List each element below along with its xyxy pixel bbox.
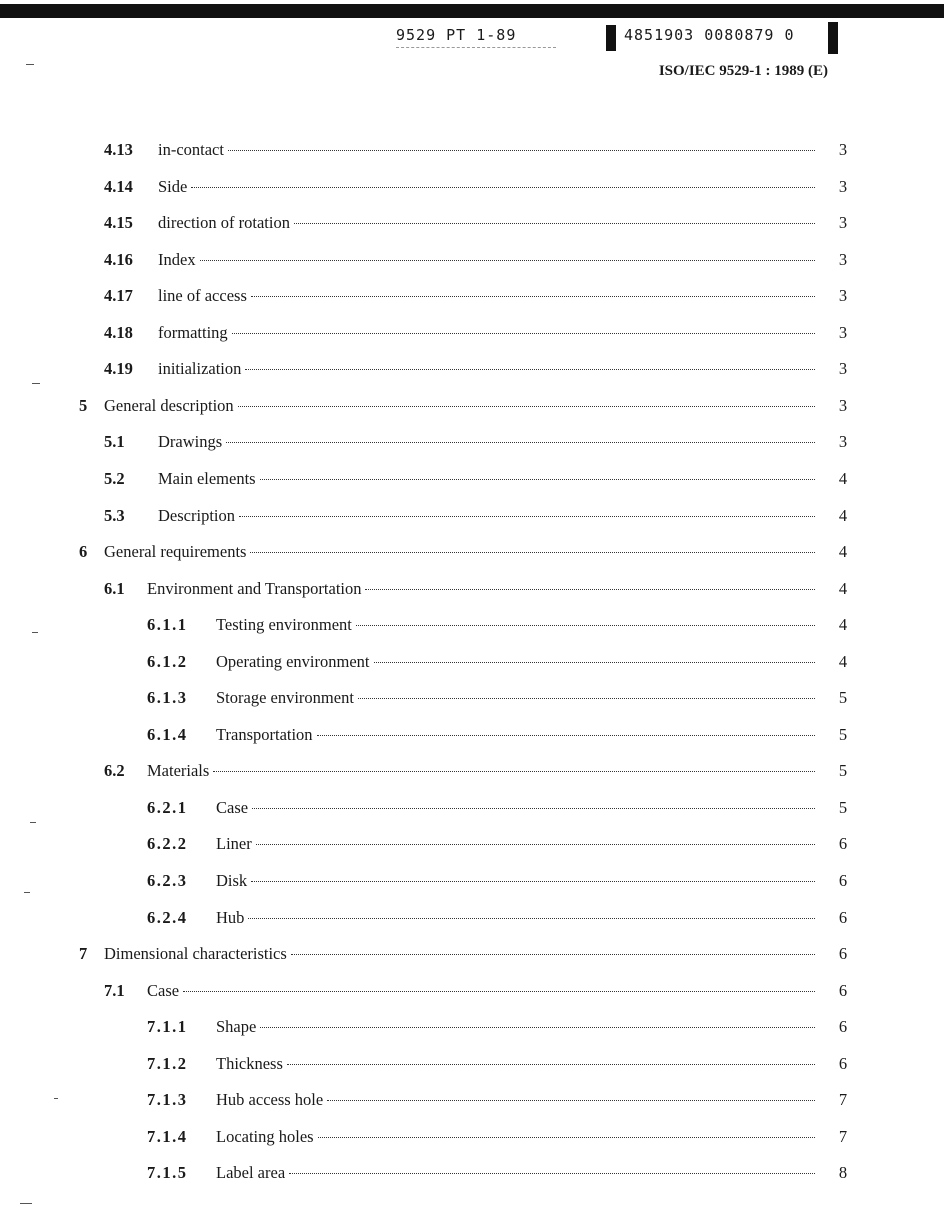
- toc-page-number: 5: [838, 761, 848, 781]
- toc-title-line: [216, 1017, 815, 1037]
- toc-page-number: 6: [838, 980, 848, 1000]
- toc-section-number: 6.1.1: [147, 615, 188, 635]
- toc-entry: [0, 579, 950, 609]
- toc-title-line: [104, 396, 815, 416]
- scan-speck: [26, 64, 34, 65]
- toc-dot-leader: [200, 260, 815, 261]
- toc-page-number: 3: [838, 176, 848, 196]
- toc-section-number: 6.2.4: [147, 907, 188, 927]
- toc-section-number: 6.2.2: [147, 834, 188, 854]
- toc-page-number: 6: [838, 1017, 848, 1037]
- toc-section-number: 6.1: [104, 578, 125, 598]
- toc-page-number: 3: [838, 359, 848, 379]
- toc-entry: [0, 871, 950, 901]
- toc-dot-leader: [232, 333, 815, 334]
- toc-section-title: Hub access hole: [216, 1090, 324, 1110]
- standard-reference: ISO/IEC 9529-1 : 1989 (E): [658, 63, 828, 79]
- toc-title-line: [147, 579, 815, 599]
- toc-page-number: 5: [838, 688, 848, 708]
- toc-title-line: [216, 871, 815, 891]
- toc-page-number: 3: [838, 432, 848, 452]
- toc-section-title: Shape: [216, 1017, 257, 1037]
- toc-entry: [0, 688, 950, 718]
- toc-title-line: [216, 688, 815, 708]
- toc-page-number: 6: [838, 834, 848, 854]
- toc-title-line: [216, 908, 815, 928]
- toc-title-line: [158, 359, 815, 379]
- toc-title-line: [216, 834, 815, 854]
- toc-section-title: Side: [158, 176, 188, 196]
- toc-section-title: Description: [158, 505, 235, 525]
- toc-page-number: 3: [838, 249, 848, 269]
- toc-page-number: 7: [838, 1126, 848, 1146]
- toc-page-number: 6: [838, 944, 848, 964]
- toc-title-line: [216, 1127, 815, 1147]
- toc-dot-leader: [260, 1027, 815, 1028]
- toc-dot-leader: [374, 662, 816, 663]
- toc-section-title: Index: [158, 249, 196, 269]
- toc-dot-leader: [294, 223, 815, 224]
- toc-title-line: [158, 213, 815, 233]
- toc-entry: [0, 761, 950, 791]
- toc-section-number: 6.2.3: [147, 871, 188, 890]
- toc-page-number: 6: [838, 871, 848, 890]
- document-code-stamp: 9529 PT 1-89: [396, 26, 556, 48]
- toc-title-line: [158, 323, 815, 343]
- barcode-number-stamp: 4851903 0080879 0: [624, 26, 795, 44]
- toc-section-number: 5.1: [104, 432, 125, 452]
- toc-entry: [0, 981, 950, 1011]
- toc-section-number: 7.1: [104, 980, 125, 1000]
- toc-title-line: [216, 1163, 815, 1183]
- toc-entry: [0, 615, 950, 645]
- toc-dot-leader: [239, 516, 815, 517]
- toc-dot-leader: [317, 735, 815, 736]
- toc-dot-leader: [291, 954, 815, 955]
- toc-entry: [0, 359, 950, 389]
- toc-entry: [0, 506, 950, 536]
- toc-entry: [0, 1054, 950, 1084]
- toc-dot-leader: [245, 369, 815, 370]
- toc-section-title: Label area: [216, 1163, 286, 1183]
- toc-page-number: 4: [838, 505, 848, 525]
- toc-page-number: 6: [838, 907, 848, 927]
- toc-section-number: 6.2.1: [147, 797, 188, 817]
- toc-section-number: 4.19: [104, 359, 133, 379]
- toc-title-line: [216, 652, 815, 672]
- toc-title-line: [147, 761, 815, 781]
- toc-section-number: 6.1.3: [147, 688, 188, 708]
- toc-page-number: 7: [838, 1090, 848, 1110]
- toc-entry: [0, 213, 950, 243]
- toc-section-title: formatting: [158, 322, 228, 342]
- toc-entry: [0, 834, 950, 864]
- toc-page-number: 6: [838, 1053, 848, 1073]
- toc-entry: [0, 432, 950, 462]
- toc-dot-leader: [191, 187, 815, 188]
- toc-page-number: 4: [838, 578, 848, 598]
- scan-speck: [32, 632, 38, 633]
- toc-section-number: 6.1.2: [147, 651, 188, 671]
- toc-page-number: 8: [838, 1163, 848, 1183]
- toc-section-title: General description: [104, 395, 234, 415]
- toc-page-number: 4: [838, 468, 848, 488]
- toc-section-number: 6.1.4: [147, 724, 188, 744]
- toc-section-number: 4.17: [104, 286, 133, 306]
- toc-dot-leader: [356, 625, 815, 626]
- scan-speck: [32, 383, 40, 384]
- toc-title-line: [158, 177, 815, 197]
- toc-section-title: Locating holes: [216, 1126, 314, 1146]
- toc-entry: [0, 908, 950, 938]
- toc-dot-leader: [183, 991, 815, 992]
- toc-section-title: Operating environment: [216, 651, 370, 671]
- toc-section-title: Storage environment: [216, 688, 354, 708]
- toc-section-number: 4.13: [104, 140, 133, 159]
- toc-page-number: 3: [838, 395, 848, 415]
- toc-section-title: General requirements: [104, 542, 247, 562]
- toc-title-line: [216, 725, 815, 745]
- toc-section-number: 7.1.1: [147, 1017, 188, 1037]
- toc-section-number: 7: [79, 944, 88, 964]
- toc-section-title: Materials: [147, 761, 210, 781]
- toc-title-line: [147, 981, 815, 1001]
- toc-title-line: [158, 469, 815, 489]
- toc-dot-leader: [251, 881, 815, 882]
- toc-dot-leader: [256, 844, 815, 845]
- toc-entry: [0, 652, 950, 682]
- toc-page-number: 4: [838, 615, 848, 635]
- toc-section-number: 6.2: [104, 761, 125, 781]
- toc-section-title: Environment and Transportation: [147, 578, 362, 598]
- toc-entry: [0, 396, 950, 426]
- scan-speck: [30, 822, 36, 823]
- toc-section-title: Hub: [216, 907, 245, 927]
- toc-entry: [0, 798, 950, 828]
- toc-title-line: [216, 615, 815, 635]
- toc-page-number: 4: [838, 651, 848, 671]
- scan-speck: [24, 892, 30, 893]
- toc-section-title: line of access: [158, 286, 247, 306]
- toc-title-line: [158, 286, 815, 306]
- toc-entry: [0, 323, 950, 353]
- toc-entry: [0, 469, 950, 499]
- toc-section-number: 4.18: [104, 322, 133, 342]
- toc-entry: [0, 944, 950, 974]
- toc-section-title: Case: [216, 797, 249, 817]
- toc-section-number: 7.1.5: [147, 1163, 188, 1183]
- toc-entry: [0, 725, 950, 755]
- toc-section-number: 7.1.3: [147, 1090, 188, 1110]
- toc-title-line: [216, 1054, 815, 1074]
- toc-entry: [0, 250, 950, 280]
- toc-title-line: [158, 140, 815, 160]
- toc-title-line: [104, 542, 815, 562]
- toc-title-line: [158, 432, 815, 452]
- toc-section-title: Transportation: [216, 724, 313, 744]
- toc-section-title: Liner: [216, 834, 252, 854]
- toc-entry: [0, 140, 950, 170]
- toc-section-number: 4.16: [104, 249, 133, 269]
- toc-page-number: 5: [838, 797, 848, 817]
- toc-dot-leader: [251, 296, 815, 297]
- toc-dot-leader: [252, 808, 815, 809]
- toc-entry: [0, 1090, 950, 1120]
- scan-speck: [20, 1203, 32, 1204]
- toc-section-title: Drawings: [158, 432, 223, 452]
- toc-section-title: Main elements: [158, 468, 256, 488]
- toc-title-line: [158, 250, 815, 270]
- toc-section-number: 7.1.2: [147, 1053, 188, 1073]
- toc-dot-leader: [213, 771, 815, 772]
- toc-title-line: [158, 506, 815, 526]
- toc-section-number: 7.1.4: [147, 1126, 188, 1146]
- toc-section-number: 6: [79, 542, 88, 562]
- toc-page-number: 3: [838, 322, 848, 342]
- toc-entry: [0, 286, 950, 316]
- toc-entry: [0, 1127, 950, 1157]
- toc-section-number: 5.3: [104, 505, 125, 525]
- toc-section-title: initialization: [158, 359, 242, 379]
- toc-page-number: 3: [838, 286, 848, 306]
- toc-title-line: [216, 798, 815, 818]
- toc-title-line: [104, 944, 815, 964]
- scan-speck: [54, 1098, 58, 1099]
- toc-section-number: 5: [79, 395, 88, 415]
- toc-page-number: 5: [838, 724, 848, 744]
- toc-section-number: 5.2: [104, 468, 125, 488]
- toc-dot-leader: [327, 1100, 815, 1101]
- toc-entry: [0, 1163, 950, 1193]
- toc-dot-leader: [238, 406, 815, 407]
- toc-entry: [0, 1017, 950, 1047]
- toc-page-number: 3: [838, 140, 848, 159]
- toc-dot-leader: [248, 918, 815, 919]
- toc-entry: [0, 542, 950, 572]
- toc-dot-leader: [226, 442, 815, 443]
- toc-section-title: Dimensional characteristics: [104, 944, 287, 964]
- toc-section-number: 4.14: [104, 176, 133, 196]
- toc-dot-leader: [289, 1173, 815, 1174]
- toc-dot-leader: [318, 1137, 815, 1138]
- toc-section-title: Disk: [216, 871, 248, 890]
- toc-dot-leader: [250, 552, 815, 553]
- toc-dot-leader: [365, 589, 815, 590]
- toc-section-number: 4.15: [104, 213, 133, 233]
- toc-dot-leader: [260, 479, 815, 480]
- toc-dot-leader: [228, 150, 815, 151]
- toc-dot-leader: [287, 1064, 815, 1065]
- toc-entry: [0, 177, 950, 207]
- toc-page-number: 3: [838, 213, 848, 233]
- toc-section-title: Case: [147, 980, 180, 1000]
- toc-dot-leader: [358, 698, 815, 699]
- toc-section-title: in-contact: [158, 140, 224, 159]
- toc-page-number: 4: [838, 542, 848, 562]
- toc-section-title: Testing environment: [216, 615, 352, 635]
- toc-section-title: direction of rotation: [158, 213, 290, 233]
- toc-section-title: Thickness: [216, 1053, 283, 1073]
- toc-title-line: [216, 1090, 815, 1110]
